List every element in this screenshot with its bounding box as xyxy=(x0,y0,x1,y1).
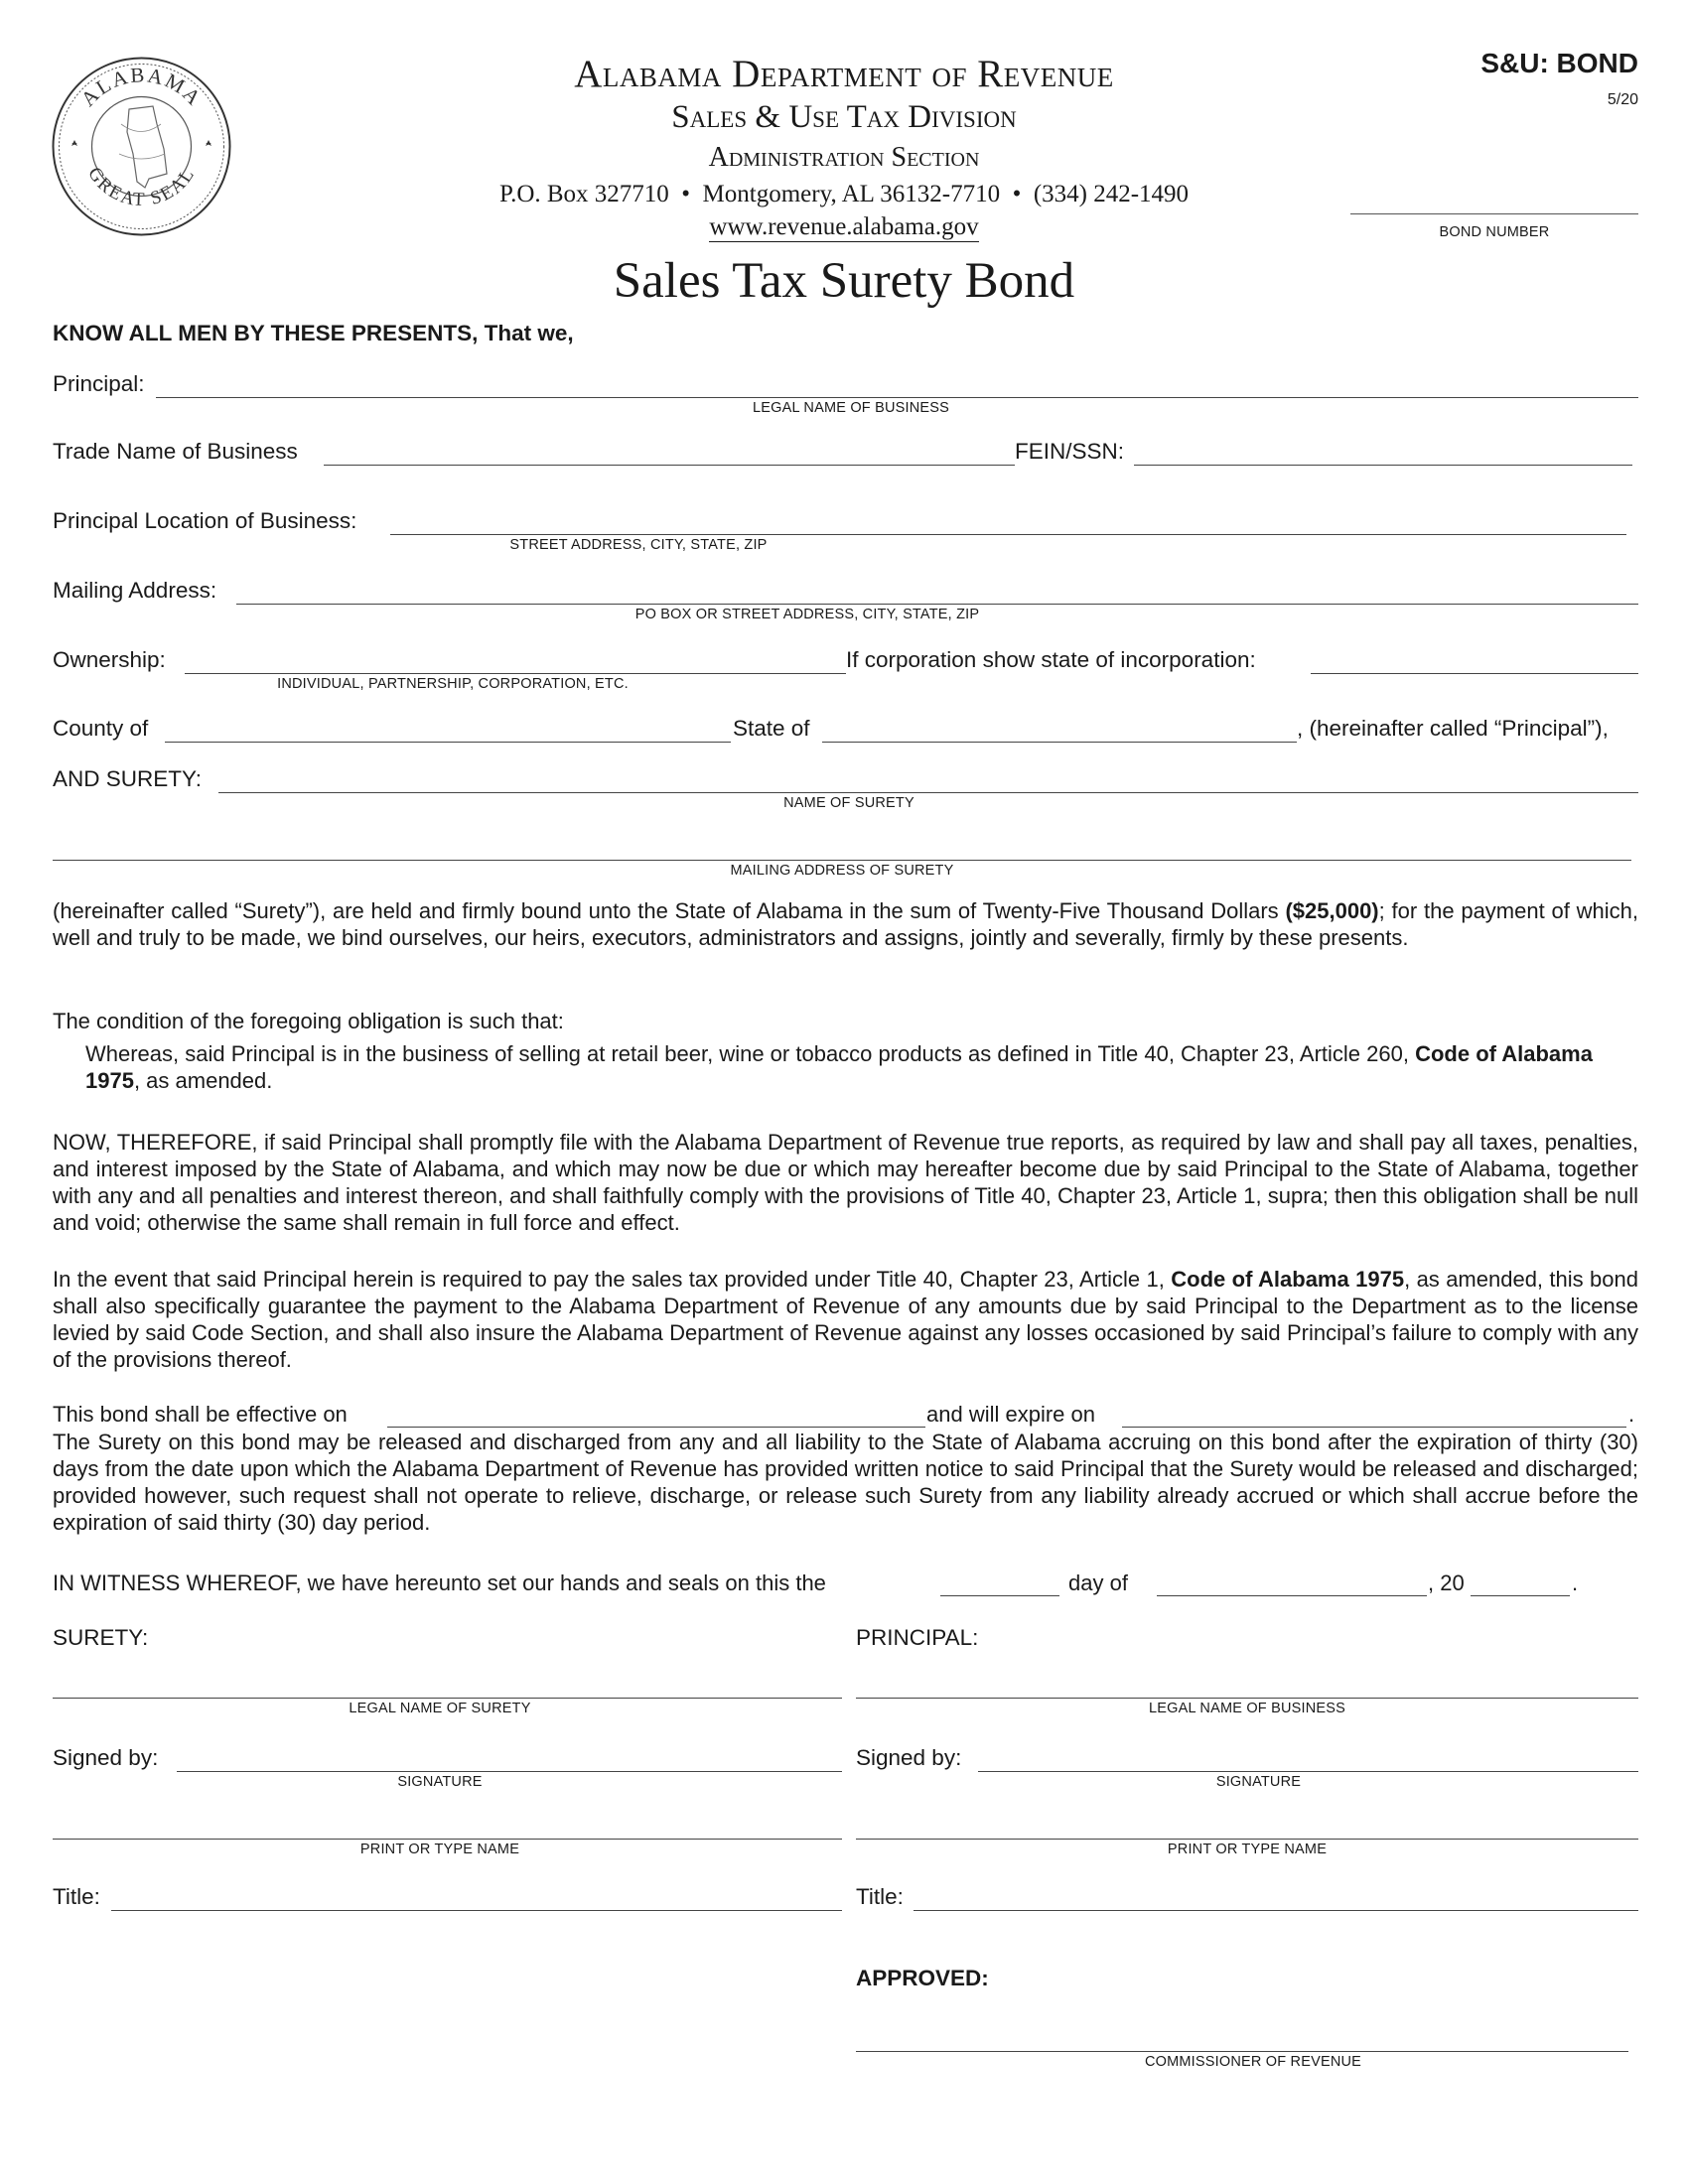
expire-label: and will expire on xyxy=(926,1402,1095,1427)
division-name: Sales & Use Tax Division xyxy=(671,99,1017,135)
fein-field[interactable] xyxy=(1134,439,1632,466)
effective-label: This bond shall be effective on xyxy=(53,1402,348,1427)
trade-name-field[interactable] xyxy=(324,439,1015,466)
trade-name-label: Trade Name of Business xyxy=(53,439,298,464)
witness-label: IN WITNESS WHEREOF, we have hereunto set our hands and seals on this the xyxy=(53,1570,826,1595)
website-link[interactable]: www.revenue.alabama.gov xyxy=(709,213,979,240)
surety-signed-by-label: Signed by: xyxy=(53,1745,159,1770)
ownership-caption: INDIVIDUAL, PARTNERSHIP, CORPORATION, ETC. xyxy=(277,676,629,692)
expire-date-field[interactable] xyxy=(1122,1402,1626,1428)
bond-amount-paragraph xyxy=(53,897,1638,951)
principal-caption: LEGAL NAME OF BUSINESS xyxy=(752,400,950,416)
county-field[interactable] xyxy=(165,716,731,743)
whereas-paragraph xyxy=(85,1040,1638,1094)
principal-signed-by-label: Signed by: xyxy=(856,1745,962,1770)
location-field[interactable] xyxy=(390,508,1626,535)
form-title: Sales Tax Surety Bond xyxy=(613,253,1075,309)
ownership-field[interactable] xyxy=(185,647,846,674)
principal-signature-caption: SIGNATURE xyxy=(1215,1774,1302,1790)
commissioner-caption: COMMISSIONER OF REVENUE xyxy=(1144,2054,1362,2070)
principal-legal-name-field[interactable] xyxy=(856,1672,1638,1699)
incorporation-label: If corporation show state of incorporation: xyxy=(846,647,1256,672)
principal-field[interactable] xyxy=(156,371,1638,398)
hereinafter-principal-text: , (hereinafter called “Principal”), xyxy=(1297,716,1609,741)
event-text-a: In the event that said Principal herein is required to pay the sales tax provided under Title 40, Chapter 23, Article 1, xyxy=(53,1267,1172,1292)
surety-print-name-caption: PRINT OR TYPE NAME xyxy=(359,1842,520,1857)
event-code: Code of Alabama 1975 xyxy=(1171,1267,1405,1292)
now-therefore-paragraph xyxy=(53,1129,1638,1236)
witness-period: . xyxy=(1572,1570,1579,1595)
location-label: Principal Location of Business: xyxy=(53,508,357,533)
form-code: S&U: BOND xyxy=(1480,48,1638,78)
fein-label: FEIN/SSN: xyxy=(1015,439,1125,464)
bond-number-field[interactable] xyxy=(1350,196,1638,214)
now-therefore-text: NOW, THEREFORE, if said Principal shall promptly file with the Alabama Department of Revenue true reports, as required by law and shall pay all taxes, penalties, and interest imposed by the State of Alabama, and which may now be due or which may hereafter become due by said Principal to the State of Alabama, together with any and all penalties and interest thereon, and shall faithfully comply with the provisions of Title 40, Chapter 23, Article 1, supra; then this obligation shall be null and void; otherwise the same shall remain in full force and effect. xyxy=(53,1130,1638,1235)
surety-name-field[interactable] xyxy=(218,766,1638,793)
ownership-label: Ownership: xyxy=(53,647,166,672)
whereas-text-a: Whereas, said Principal is in the business of selling at retail beer, wine or tobacco products as defined in Title 40, Chapter 23, Article 260, xyxy=(85,1041,1416,1066)
state-label: State of xyxy=(733,716,810,741)
location-caption: STREET ADDRESS, CITY, STATE, ZIP xyxy=(509,537,768,553)
event-paragraph xyxy=(53,1266,1638,1373)
approved-label: APPROVED: xyxy=(856,1966,989,1990)
seal-top-text: ALABAMA xyxy=(75,63,208,111)
whereas-text-b: , as amended. xyxy=(133,1068,273,1093)
surety-print-name-field[interactable] xyxy=(53,1813,842,1840)
bond-number-caption: BOND NUMBER xyxy=(1439,224,1550,240)
principal-label: Principal: xyxy=(53,371,145,396)
release-text: The Surety on this bond may be released and discharged from any and all liability to the State of Alabama accruing on this bond after the expiration of thirty (30) days from the date upon which the Alabama Department of Revenue has provided written notice to said Principal that the Surety would be released and discharged; provided however, such request shall not operate to relieve, discharge, or release such Surety from any liability already accrued or which shall accrue before the expiration of said thirty (30) day period. xyxy=(53,1430,1638,1535)
witness-year-field[interactable] xyxy=(1471,1570,1570,1596)
surety-title-field[interactable] xyxy=(111,1884,842,1911)
effective-date-field[interactable] xyxy=(387,1402,925,1428)
principal-title-label: Title: xyxy=(856,1884,904,1909)
witness-month-field[interactable] xyxy=(1157,1570,1427,1596)
state-field[interactable] xyxy=(822,716,1297,743)
principal-print-name-caption: PRINT OR TYPE NAME xyxy=(1167,1842,1328,1857)
commissioner-signature-field[interactable] xyxy=(856,2025,1628,2052)
principal-print-name-field[interactable] xyxy=(856,1813,1638,1840)
effective-period: . xyxy=(1628,1402,1635,1427)
surety-address-field[interactable] xyxy=(53,834,1631,861)
release-paragraph xyxy=(53,1429,1638,1536)
surety-title-label: Title: xyxy=(53,1884,100,1909)
mailing-field[interactable] xyxy=(236,578,1638,605)
mailing-caption: PO BOX OR STREET ADDRESS, CITY, STATE, ZIP xyxy=(634,607,980,622)
principal-title-field[interactable] xyxy=(914,1884,1638,1911)
event-text-b: , as amended, this bond shall also specifically guarantee the payment to the Alabama Department of Revenue of any amounts due by said Principal to the Department as to the license levied by said Code Section, and shall also insure the Alabama Department of Revenue against any losses occasioned by said Principal’s failure to comply with any of the provisions thereof. xyxy=(53,1267,1638,1372)
surety-signature-field[interactable] xyxy=(177,1745,842,1772)
mailing-label: Mailing Address: xyxy=(53,578,217,603)
incorporation-field[interactable] xyxy=(1311,647,1638,674)
surety-legal-name-caption: LEGAL NAME OF SURETY xyxy=(349,1701,531,1716)
surety-legal-name-field[interactable] xyxy=(53,1672,842,1699)
department-address: P.O. Box 327710 • Montgomery, AL 36132-7710 • (334) 242-1490 xyxy=(498,181,1190,207)
surety-signature-caption: SIGNATURE xyxy=(397,1774,483,1790)
p1-text-a: (hereinafter called “Surety”), are held and firmly bound unto the State of Alabama in the sum of Twenty-Five Thousand Dollars xyxy=(53,898,1286,923)
surety-heading: SURETY: xyxy=(53,1625,149,1650)
form-revision-date: 5/20 xyxy=(1607,91,1638,108)
surety-label: AND SURETY: xyxy=(53,766,203,791)
principal-signature-field[interactable] xyxy=(978,1745,1638,1772)
bond-amount: ($25,000) xyxy=(1285,898,1379,923)
principal-heading: PRINCIPAL: xyxy=(856,1625,979,1650)
section-name: Administration Section xyxy=(708,142,980,173)
intro-text: KNOW ALL MEN BY THESE PRESENTS, That we, xyxy=(53,321,574,345)
p1-text-b: ; for the payment of which, well and truly to be made, we bind ourselves, our heirs, executors, administrators and assigns, jointly and severally, firmly by these presents. xyxy=(53,898,1638,950)
condition-text: The condition of the foregoing obligation is such that: xyxy=(53,1009,564,1033)
seal-bottom-text: GREAT SEAL xyxy=(83,163,200,211)
whereas-code: Code of Alabama 1975 xyxy=(85,1041,1593,1093)
county-label: County of xyxy=(53,716,149,741)
principal-legal-name-caption: LEGAL NAME OF BUSINESS xyxy=(1148,1701,1346,1716)
witness-day-of: day of xyxy=(1068,1570,1128,1595)
surety-address-caption: MAILING ADDRESS OF SURETY xyxy=(730,863,954,879)
department-name: Alabama Department of Revenue xyxy=(574,53,1114,95)
surety-caption: NAME OF SURETY xyxy=(783,795,914,811)
witness-day-field[interactable] xyxy=(940,1570,1059,1596)
witness-year-prefix: , 20 xyxy=(1428,1570,1465,1595)
